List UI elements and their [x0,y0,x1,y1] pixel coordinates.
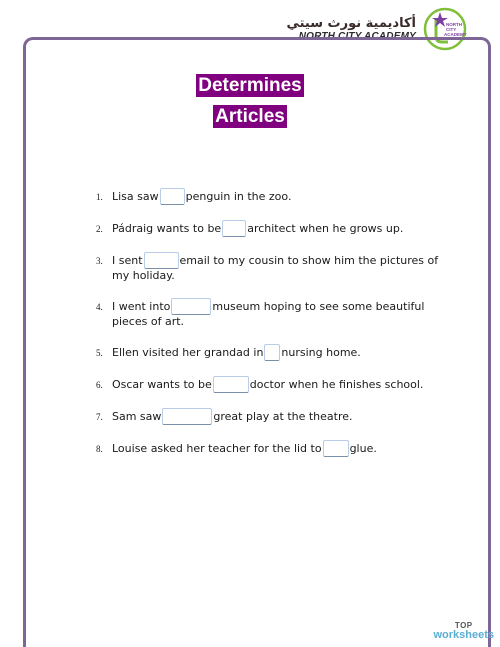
question-text: I sent email to my cousin to show him the pictures of my holiday. [112,254,439,282]
question-item [96,188,446,205]
question-text: Louise asked her teacher for the lid to glue. [112,442,377,455]
question-item [96,220,446,237]
question-item [96,408,446,425]
question-item [96,376,446,393]
school-name-arabic: أكاديمية نورث سيتي [286,15,416,31]
school-name-english: NORTH CITY ACADEMY [298,30,416,42]
question-text: Oscar wants to be doctor when he finishes school. [112,378,424,391]
answer-blank[interactable] [264,344,280,361]
question-number: 7. [96,412,103,422]
answer-blank[interactable] [160,188,185,205]
answer-blank[interactable] [144,252,179,269]
answer-blank[interactable] [171,298,211,315]
question-number: 5. [96,348,103,358]
brand-main-text: worksheets [433,629,494,641]
svg-text:CITY: CITY [446,27,457,32]
worksheet-title: Determines [198,75,302,96]
answer-blank[interactable] [213,376,249,393]
question-number: 1. [96,192,103,202]
crest-text: NORTH [446,22,462,27]
question-list [96,188,446,457]
answer-blank[interactable] [222,220,246,237]
topworksheets-logo[interactable] [433,622,494,641]
question-text: I went into museum hoping to see some beautiful pieces of art. [112,300,425,328]
question-text: Pádraig wants to be architect when he grows up. [112,222,404,235]
question-text: Lisa saw penguin in the zoo. [112,190,292,203]
question-item [96,440,446,457]
worksheet-titles [0,74,500,128]
question-item [96,344,446,361]
answer-blank[interactable] [162,408,212,425]
worksheet-subtitle: Articles [215,106,285,127]
question-number: 8. [96,444,103,454]
question-number: 2. [96,224,103,234]
svg-text:ACADEMY: ACADEMY [444,32,467,37]
question-number: 4. [96,302,103,312]
question-item [96,252,446,283]
question-number: 3. [96,256,103,266]
brand-top-text: TOP [454,621,473,630]
answer-blank[interactable] [323,440,349,457]
question-item [96,298,446,329]
question-text: Sam saw great play at the theatre. [112,410,353,423]
question-text: Ellen visited her grandad in nursing home. [112,346,361,359]
question-number: 6. [96,380,103,390]
